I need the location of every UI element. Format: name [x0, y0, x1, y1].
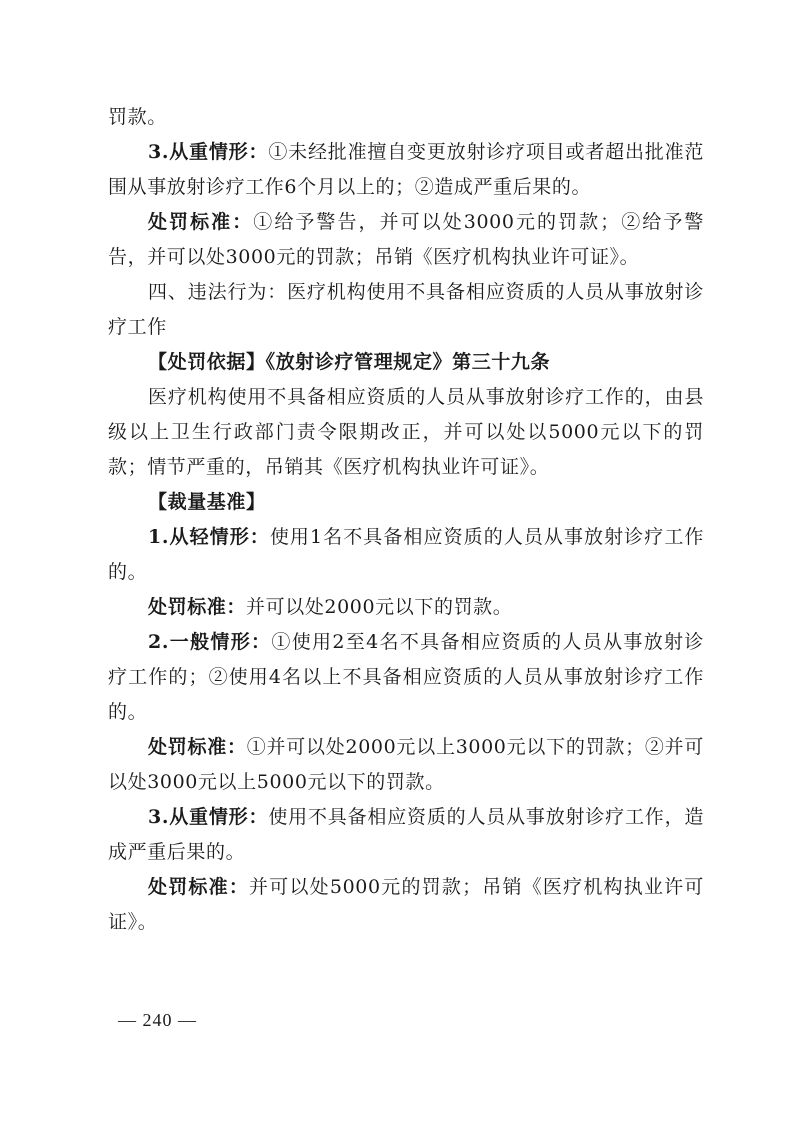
paragraph-aggravating-2: [108, 800, 704, 870]
text-penalty: 并可以处2000元以下的罚款。: [246, 596, 513, 618]
label-penalty: 处罚标准：: [148, 211, 254, 233]
paragraph-violation-4: 四、违法行为：医疗机构使用不具备相应资质的人员从事放射诊疗工作: [108, 281, 704, 338]
paragraph-discretion-heading: 【裁量基准】: [148, 491, 266, 513]
label-aggravating: 3.从重情形：: [148, 806, 269, 828]
paragraph-basis-text: 医疗机构使用不具备相应资质的人员从事放射诊疗工作的，由县级以上卫生行政部门责令限期改正，并可以处以5000元以下的罚款；情节严重的，吊销其《医疗机构执业许可证》。: [108, 386, 704, 478]
text-penalty: 并可以处5000元的罚款；吊销《医疗机构执业许可证》。: [108, 876, 704, 933]
text-penalty: ①给予警告，并可以处3000元的罚款；②给予警告，并可以处3000元的罚款；吊销《医疗机构执业许可证》。: [108, 211, 704, 268]
paragraph-penalty-1: [108, 205, 704, 275]
label-aggravating: 3.从重情形：: [148, 141, 269, 163]
label-penalty: 处罚标准：: [148, 876, 250, 898]
paragraph-penalty-2: [108, 590, 704, 625]
paragraph-general: [108, 625, 704, 730]
paragraph-penalty-basis: 【处罚依据】《放射诊疗管理规定》第三十九条: [148, 351, 551, 373]
label-mitigating: 1.从轻情形：: [148, 526, 270, 548]
document-page: [108, 100, 704, 940]
paragraph-continuation: 罚款。: [108, 106, 167, 128]
page-number: — 240 —: [118, 1010, 197, 1030]
paragraph-mitigating: [108, 520, 704, 590]
paragraph-aggravating-1: [108, 135, 704, 205]
text-aggravating: ①未经批准擅自变更放射诊疗项目或者超出批准范围从事放射诊疗工作6个月以上的；②造成严重后果的。: [108, 141, 705, 198]
paragraph-penalty-3: [108, 730, 704, 800]
text-mitigating: 使用1名不具备相应资质的人员从事放射诊疗工作的。: [108, 526, 704, 583]
text-aggravating: 使用不具备相应资质的人员从事放射诊疗工作，造成严重后果的。: [108, 806, 705, 863]
label-penalty: 处罚标准：: [148, 596, 247, 618]
paragraph-penalty-4: [108, 870, 704, 940]
text-penalty: ①并可以处2000元以上3000元以下的罚款；②并可以处3000元以上5000元以下的罚款。: [108, 736, 704, 793]
text-general: ①使用2至4名不具备相应资质的人员从事放射诊疗工作的；②使用4名以上不具备相应资质的人员从事放射诊疗工作的。: [108, 631, 704, 723]
label-penalty: 处罚标准：: [148, 736, 247, 758]
label-general: 2.一般情形：: [148, 631, 272, 653]
